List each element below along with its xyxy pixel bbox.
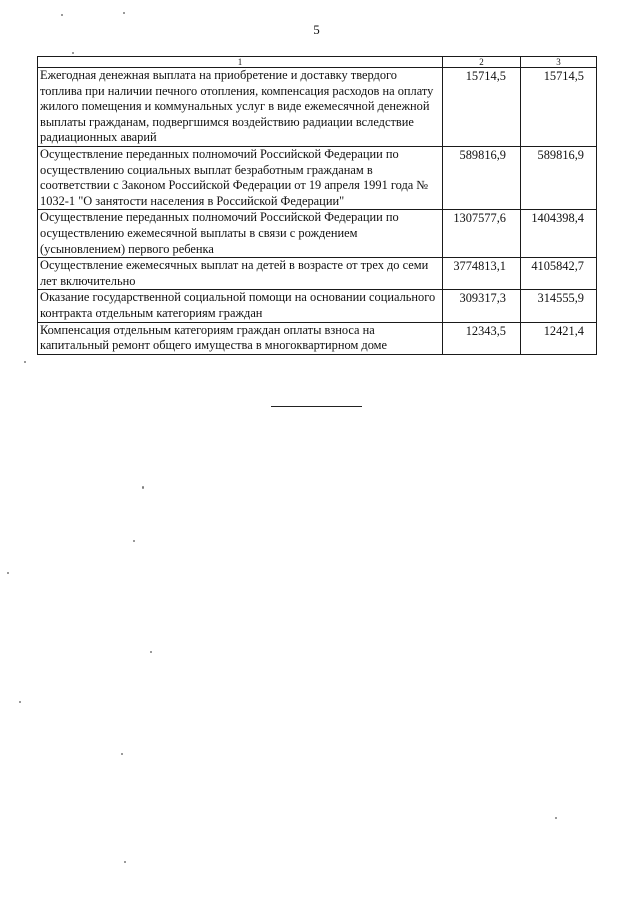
scan-speck <box>24 361 26 363</box>
table-row <box>38 258 597 290</box>
row-value-col3: 12421,4 <box>521 322 597 354</box>
page-number: 5 <box>313 22 320 37</box>
row-value-col2: 309317,3 <box>443 290 521 322</box>
scan-speck <box>123 12 125 14</box>
row-value-col2: 3774813,1 <box>443 258 521 290</box>
budget-table <box>37 56 597 355</box>
table-row <box>38 68 597 147</box>
table-row <box>38 322 597 354</box>
scan-speck <box>61 14 63 16</box>
table-row <box>38 146 597 209</box>
scan-speck <box>7 572 9 574</box>
row-description: Оказание государственной социальной помощи на основании социального контракта отдельным категориям граждан <box>38 290 443 322</box>
row-description: Ежегодная денежная выплата на приобретение и доставку твердого топлива при наличии печного отопления, компенсация расходов на оплату жилого помещения и коммунальных услуг в виде ежемесячной денежной выплаты гражданам, подвергшимся воздействию радиации вследствие радиационных аварий <box>38 68 443 147</box>
row-value-col2: 15714,5 <box>443 68 521 147</box>
row-value-col2: 589816,9 <box>443 146 521 209</box>
column-number-1: 1 <box>38 57 443 68</box>
column-number-row <box>38 57 597 68</box>
row-value-col3: 1404398,4 <box>521 210 597 258</box>
row-value-col3: 589816,9 <box>521 146 597 209</box>
row-description: Осуществление ежемесячных выплат на детей в возрасте от трех до семи лет включительно <box>38 258 443 290</box>
column-number-3: 3 <box>521 57 597 68</box>
row-value-col3: 4105842,7 <box>521 258 597 290</box>
table-row <box>38 290 597 322</box>
column-number-2: 2 <box>443 57 521 68</box>
row-value-col2: 1307577,6 <box>443 210 521 258</box>
row-description: Компенсация отдельным категориям граждан оплаты взноса на капитальный ремонт общего имущества в многоквартирном доме <box>38 322 443 354</box>
scan-speck <box>19 701 21 703</box>
scan-speck <box>555 817 557 819</box>
row-description: Осуществление переданных полномочий Российской Федерации по осуществлению ежемесячной выплаты в связи с рождением (усыновлением) первого ребенка <box>38 210 443 258</box>
scan-speck <box>72 52 74 54</box>
scan-speck <box>142 486 144 489</box>
scan-speck <box>133 540 135 542</box>
table-row <box>38 210 597 258</box>
row-description: Осуществление переданных полномочий Российской Федерации по осуществлению социальных выплат безработным гражданам в соответствии с Законом Российской Федерации от 19 апреля 1991 года № 1032-1 "О занятости населения в Российской Федерации" <box>38 146 443 209</box>
row-value-col3: 314555,9 <box>521 290 597 322</box>
scan-speck <box>124 861 126 863</box>
row-value-col2: 12343,5 <box>443 322 521 354</box>
scan-speck <box>121 753 123 755</box>
row-value-col3: 15714,5 <box>521 68 597 147</box>
scan-speck <box>150 651 152 653</box>
end-of-table-rule <box>271 406 362 407</box>
